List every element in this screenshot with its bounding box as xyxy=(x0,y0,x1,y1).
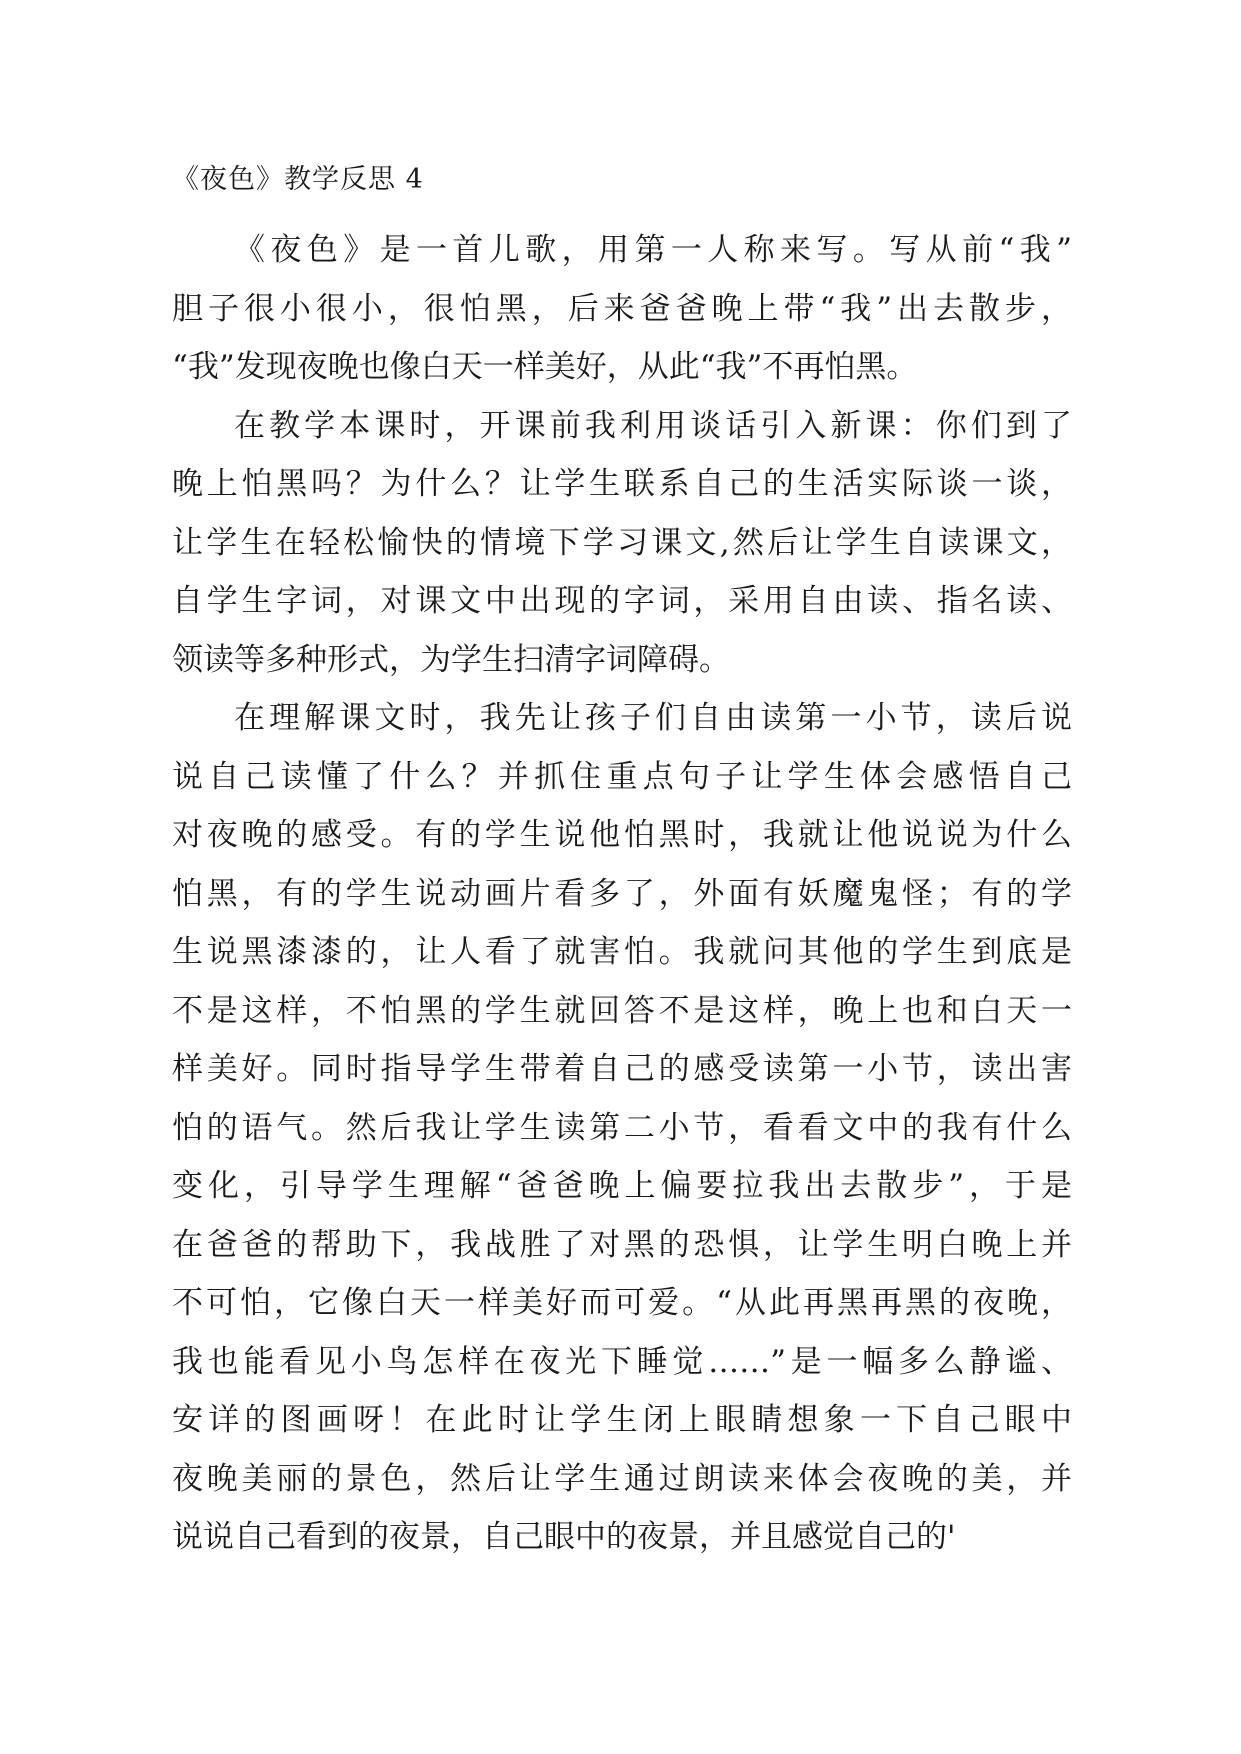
text-line: 《夜色》是一首儿歌，用第一人称来写。写从前“我” xyxy=(234,232,1072,268)
document-body xyxy=(172,221,1072,1567)
text-line: 变化，引导学生理解“爸爸晚上偏要拉我出去散步”，于是 xyxy=(172,1168,1072,1204)
text-line: 自学生字词，对课文中出现的字词，采用自由读、指名读、 xyxy=(172,583,1072,619)
document-title: 《夜色》教学反思 4 xyxy=(172,164,424,195)
text-line: 我也能看见小鸟怎样在夜光下睡觉……”是一幅多么静谧、 xyxy=(172,1343,1072,1380)
text-line: 在教学本课时，开课前我利用谈话引入新课：你们到了 xyxy=(234,407,1072,444)
text-line: 不是这样，不怕黑的学生就回答不是这样，晚上也和白天一 xyxy=(172,992,1072,1029)
text-line: 让学生在轻松愉快的情境下学习课文,然后让学生自读课文， xyxy=(172,524,1072,561)
text-line: 生说黑漆漆的，让人看了就害怕。我就问其他的学生到底是 xyxy=(172,934,1072,970)
text-line: 胆子很小很小，很怕黑，后来爸爸晚上带“我”出去散步， xyxy=(172,290,1072,327)
text-line: 对夜晚的感受。有的学生说他怕黑时，我就让他说说为什么 xyxy=(172,817,1072,853)
text-line: 晚上怕黑吗？为什么？让学生联系自己的生活实际谈一谈， xyxy=(172,466,1072,502)
text-line: 夜晚美丽的景色，然后让学生通过朗读来体会夜晚的美，并 xyxy=(172,1460,1072,1497)
text-line: 怕的语气。然后我让学生读第二小节，看看文中的我有什么 xyxy=(172,1109,1072,1146)
text-line: 不可怕，它像白天一样美好而可爱。“从此再黑再黑的夜晚， xyxy=(172,1285,1072,1321)
text-line: 说自己读懂了什么？并抓住重点句子让学生体会感悟自己 xyxy=(172,758,1072,795)
text-line: 在爸爸的帮助下，我战胜了对黑的恐惧，让学生明白晚上并 xyxy=(172,1226,1072,1263)
text-line: 安详的图画呀！在此时让学生闭上眼睛想象一下自己眼中 xyxy=(172,1402,1072,1438)
text-line: 领读等多种形式，为学生扫清字词障碍。 xyxy=(172,641,730,678)
text-line: 说说自己看到的夜景，自己眼中的夜景，并且感觉自己的' xyxy=(172,1519,956,1555)
text-line: 在理解课文时，我先让孩子们自由读第一小节，读后说 xyxy=(234,700,1072,736)
text-line: 怕黑，有的学生说动画片看多了，外面有妖魔鬼怪；有的学 xyxy=(172,875,1072,912)
text-line: 样美好。同时指导学生带着自己的感受读第一小节，读出害 xyxy=(172,1051,1072,1087)
text-line: “我”发现夜晚也像白天一样美好，从此“我”不再怕黑。 xyxy=(172,349,918,385)
